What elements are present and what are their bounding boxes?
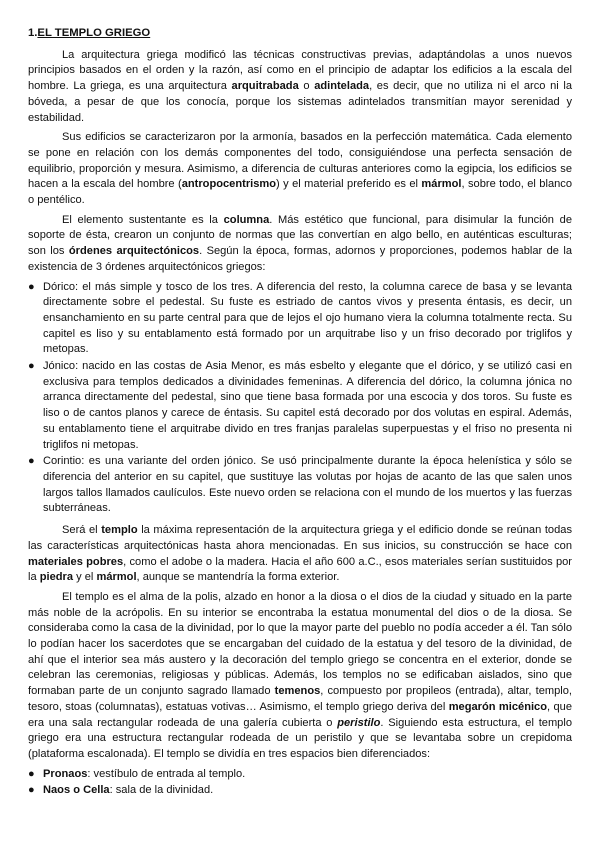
- emphasis-text: temenos: [274, 685, 321, 698]
- emphasis-text: arquitrabada: [231, 80, 299, 93]
- term: Pronaos: [43, 767, 88, 780]
- heading-number: 1.: [28, 27, 38, 39]
- orders-list: [28, 280, 572, 518]
- emphasis-text: piedra: [39, 571, 74, 584]
- bullet-icon: ●: [28, 360, 35, 373]
- emphasis-text: peristilo: [337, 716, 381, 729]
- paragraph-temple: Será el templo la máxima representación de la arquitectura griega y el edificio donde se reúnan todas las características arquitectónicas hasta ahora mencionadas. En sus inicios, su construcción se hace con materiales pobres, como el adobe o la madera. Hacia el año 600 a.C., esos materiales serían sustituidos por la piedra y el mármol, aunque se mantendría la forma exterior.: [28, 524, 572, 584]
- list-item-corinthian: [28, 454, 572, 517]
- emphasis-text: templo: [101, 524, 138, 537]
- spaces-list: [28, 767, 572, 799]
- emphasis-text: antropocentrismo: [181, 178, 277, 191]
- paragraph-harmony: Sus edificios se caracterizaron por la armonía, basados en la perfección matemática. Cada elemento se pone en relación con los demás componentes del todo, consiguiéndose una perfecta sensación de equilibrio, proporción y mesura. Asimismo, a diferencia de culturas anteriores como la egipcia, los edificios se hacen a la escala del hombre (antropocentrismo) y el material preferido es el mármol, sobre todo, el blanco o pentélico.: [28, 131, 572, 207]
- paragraph-polis: El templo es el alma de la polis, alzado en honor a la diosa o el dios de la ciudad y situado en la parte más noble de la acrópolis. En su interior se encontraba la estatua monumental del dios o de la diosa. Se consideraba como la casa de la divinidad, por lo que la mayor parte del pueblo no podía acceder a él. Tan sólo lo podían hacer los sacerdotes que se encargaban del cuidado de la estatua y del tesoro de la divinidad, de ahí que el interior sea más austero y la decoración del templo griego se concentra en el exterior, donde se celebran las ceremonias, religiosas y públicas. Además, los templos no se edificaban aislados, sino que formaban parte de un conjunto sagrado llamado temenos, compuesto por propileos (entrada), altar, templo, tesoro, stoas (columnatas), estatuas votivas… Asimismo, el templo griego deriva del megarón micénico, que era una sala rectangular rodeada de una galería cubierta o peristilo. Siguiendo esta estructura, el templo griego era una estructura rectangular rodeada de un peristilo y que se levantaba sobre un crepidoma (plataforma escalonada). El templo se dividía en tres espacios bien diferenciados:: [28, 590, 573, 760]
- list-item-text: Jónico: nacido en las costas de Asia Menor, es más esbelto y elegante que el dórico, y se utilizó casi en exclusiva para templos dedicados a divinidades femeninas. A diferencia del dórico, la columna jónica no arranca directamente del pedestal, sino que tiene basa formada por una escocia y dos toros. Su fuste es liso o de cantos planos y carece de éntasis. Su capitel está decorado por dos volutas en espiral. Además, su entablamento tiene el arquitrabe divido en tres franjas paralelas superpuestas y el friso no presenta ni triglifos ni metopas.: [43, 360, 572, 451]
- emphasis-text: mármol: [96, 571, 137, 584]
- definition: : vestíbulo de entrada al templo.: [87, 767, 246, 780]
- emphasis-text: mármol: [421, 178, 462, 191]
- definition: : sala de la divinidad.: [109, 784, 214, 797]
- list-item-ionic: [28, 359, 572, 453]
- paragraph-column: El elemento sustentante es la columna. Más estético que funcional, para disimular la función de soporte de ésta, crearon un conjunto de normas que las convertían en algo bello, en auténticas esculturas; son los órdenes arquitectónicos. Según la época, formas, adornos y proporciones, podemos hablar de la existencia de 3 órdenes arquitectónicos griegos:: [28, 213, 572, 273]
- emphasis-text: columna: [223, 213, 270, 226]
- list-item-pronaos: [28, 767, 572, 783]
- emphasis-text: órdenes arquitectónicos: [68, 245, 200, 258]
- bullet-icon: ●: [28, 280, 35, 293]
- heading-title: EL TEMPLO GRIEGO: [37, 27, 151, 39]
- bullet-icon: ●: [28, 455, 35, 468]
- paragraph-intro: La arquitectura griega modificó las técnicas constructivas previas, adaptándolas a unos nuevos principios basados en el orden y la razón, así como en el principio de adaptar los edificios a la escala del hombre. La griega, es una arquitectura arquitrabada o adintelada, es decir, que no utiliza ni el arco ni la bóveda, a pesar de que los conocía, porque los sistemas adintelados transmitían mayor serenidad y estabilidad.: [28, 48, 572, 124]
- emphasis-text: materiales pobres: [28, 555, 124, 568]
- emphasis-text: megarón micénico: [448, 700, 548, 713]
- section-heading: [28, 26, 572, 42]
- list-item-naos: [28, 783, 572, 799]
- bullet-icon: ●: [28, 784, 35, 797]
- emphasis-text: adintelada: [314, 80, 370, 93]
- term: Naos o Cella: [43, 784, 110, 797]
- list-item-doric: [28, 280, 572, 359]
- list-item-text: Corintio: es una variante del orden jónico. Se usó principalmente durante la época helenística y sólo se diferencia del anterior en su capitel, que sustituye las volutas por hojas de acanto de las que salen unos largos tallos llamados caulículos. Este nuevo orden se relaciona con el mundo de los muertos y las fuerzas subterráneas.: [43, 455, 572, 515]
- bullet-icon: ●: [28, 767, 35, 780]
- list-item-text: Dórico: el más simple y tosco de los tres. A diferencia del resto, la columna carece de basa y se levanta directamente sobre el pedestal. Su fuste es estriado de cantos vivos y presenta éntasis, es decir, un ensanchamiento en su parte central para que de lejos el ojo humano viera la columna totalmente recta. Su capitel es liso y su entablamento está formado por un arquitrabe liso y un friso decorado por triglifos y metopas.: [43, 280, 572, 356]
